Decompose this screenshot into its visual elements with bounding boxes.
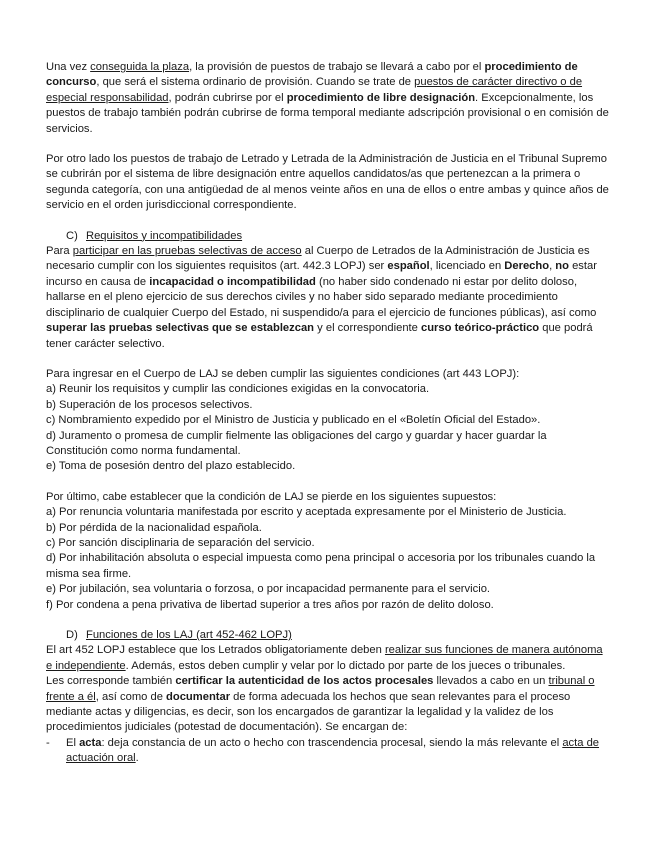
text: Para	[46, 245, 73, 258]
text: Les corresponde también	[46, 675, 176, 688]
text: , podrán cubrirse por el	[168, 91, 287, 104]
list-item: c) Por sanción disciplinaria de separación del servicio.	[46, 536, 315, 549]
paragraph-certificar	[46, 674, 609, 736]
paragraph-funciones	[46, 643, 609, 674]
text: (no haber sido condenado ni estar por delito doloso, hallarse en el pleno ejercicio de sus derechos civiles y no haber sido separado mediante procedimiento disciplinario de cualquier Cuerpo del Estado, ni suspendido/a para el ejercicio de funciones públicas), así como	[46, 275, 597, 319]
list-item: d) Juramento o promesa de cumplir fielmente las obligaciones del cargo y guardar y hacer guardar la Constitución como norma fundamental.	[46, 429, 547, 457]
text: . Excepcionalmente, los puestos de trabajo también podrán cubrirse de forma temporal mediante adscripción provisional o en comisión de servicios.	[46, 91, 609, 135]
bold-text: procedimiento de libre designación	[286, 91, 476, 104]
list-item: b) Superación de los procesos selectivos.	[46, 398, 253, 411]
list-item: e) Por jubilación, sea voluntaria o forzosa, o por incapacidad permanente para el servicio.	[46, 583, 491, 596]
list-item: d) Por inhabilitación absoluta o especial impuesta como pena principal o accesoria por los tribunales cuando la misma sea firme.	[46, 552, 596, 580]
list-item: a) Por renuncia voluntaria manifestada por escrito y aceptada expresamente por el Ministerio de Justicia.	[46, 506, 567, 519]
bold-text: documentar	[166, 690, 231, 703]
text: , licenciado en	[429, 260, 505, 273]
section-label: D)	[66, 629, 78, 641]
text: Una vez	[46, 61, 91, 73]
list-intro: Para ingresar en el Cuerpo de LAJ se deben cumplir las siguientes condiciones (art 443 LOPJ):	[46, 367, 520, 380]
bold-text: acta	[79, 736, 102, 749]
underline-text: realizar sus funciones de manera autónoma e independiente	[46, 644, 603, 672]
bullet-item-acta	[46, 736, 609, 767]
list-item: f) Por condena a pena privativa de libertad superior a tres años por razón de delito doloso.	[46, 598, 494, 611]
list-intro: Por último, cabe establecer que la condición de LAJ se pierde en los siguientes supuestos:	[46, 490, 497, 503]
bold-text: Derecho	[504, 260, 550, 273]
paragraph-provision	[46, 60, 609, 137]
section-heading-d	[46, 628, 609, 643]
text: , la provisión de puestos de trabajo se llevará a cabo por el	[189, 61, 485, 73]
underline-text: conseguida la plaza	[90, 61, 190, 73]
text: . Además, estos deben cumplir y velar por lo dictado por parte de los jueces o tribunales.	[125, 659, 566, 672]
paragraph-requisitos	[46, 244, 609, 352]
bold-text: procedimiento de concurso	[46, 61, 578, 89]
underline-text: tribunal o frente a él	[46, 675, 595, 703]
text: ,	[549, 260, 556, 273]
underline-text: participar en las pruebas selectivas de acceso	[72, 245, 302, 258]
section-heading-c	[46, 229, 609, 244]
underline-text: puestos de carácter directivo o de especial responsabilidad	[46, 76, 583, 104]
section-title: Requisitos y incompatibilidades	[86, 229, 243, 242]
section-label: C)	[66, 229, 78, 242]
bold-text: incapacidad o incompatibilidad	[149, 275, 316, 288]
text: y el correspondiente	[314, 322, 421, 335]
bold-text: curso teórico-práctico	[421, 322, 540, 335]
text: , que será el sistema ordinario de provisión. Cuando se trate de	[96, 76, 415, 89]
bullet-dash: -	[46, 736, 50, 749]
text: que podrá tener carácter selectivo.	[46, 322, 593, 350]
list-item: a) Reunir los requisitos y cumplir las condiciones exigidas en la convocatoria.	[46, 383, 430, 396]
bullet-text	[66, 736, 609, 767]
bold-text: español	[387, 260, 430, 273]
bold-text: no	[555, 260, 569, 273]
list-ingreso	[46, 367, 609, 475]
text: , así como de	[95, 690, 167, 703]
text: al Cuerpo de Letrados de la Administración de Justicia es necesario cumplir con los siguientes requisitos (art. 442.3 LOPJ) ser	[46, 245, 590, 273]
text: El	[66, 736, 80, 749]
text: de forma adecuada los hechos que sean relevantes para el proceso mediante actas y diligencias, es decir, son los encargados de garantizar la legalidad y la validez de los procedimientos judiciales (potestad de documentación). Se encargan de:	[46, 690, 571, 734]
list-item: c) Nombramiento expedido por el Ministro de Justicia y publicado en el «Boletín Oficial del Estado».	[46, 414, 541, 427]
text: llevados a cabo en un	[433, 675, 549, 688]
text: estar incurso en causa de	[46, 260, 597, 288]
paragraph-tribunal-supremo: Por otro lado los puestos de trabajo de Letrado y Letrada de la Administración de Justicia en el Tribunal Supremo se cubrirán por el sistema de libre designación entre aquellos candidatos/as que pertenezcan a la primera o segunda categoría, con una antigüedad de al menos veinte años en una de ellos o entre ambas y quince años de servicio en el orden jurisdiccional correspondiente.	[46, 153, 609, 212]
text: : deja constancia de un acto o hecho con trascendencia procesal, siendo la más relevante el	[101, 736, 563, 749]
underline-text: acta de actuación oral	[66, 736, 600, 765]
text: .	[135, 752, 139, 765]
list-item: b) Por pérdida de la nacionalidad española.	[46, 521, 262, 534]
list-perdida	[46, 490, 609, 613]
text: El art 452 LOPJ establece que los Letrados obligatoriamente deben	[46, 644, 385, 657]
list-item: e) Toma de posesión dentro del plazo establecido.	[46, 460, 296, 473]
section-title: Funciones de los LAJ (art 452-462 LOPJ)	[86, 629, 292, 641]
bold-text: superar las pruebas selectivas que se establezcan	[46, 322, 315, 335]
bold-text: certificar la autenticidad de los actos procesales	[175, 675, 434, 688]
